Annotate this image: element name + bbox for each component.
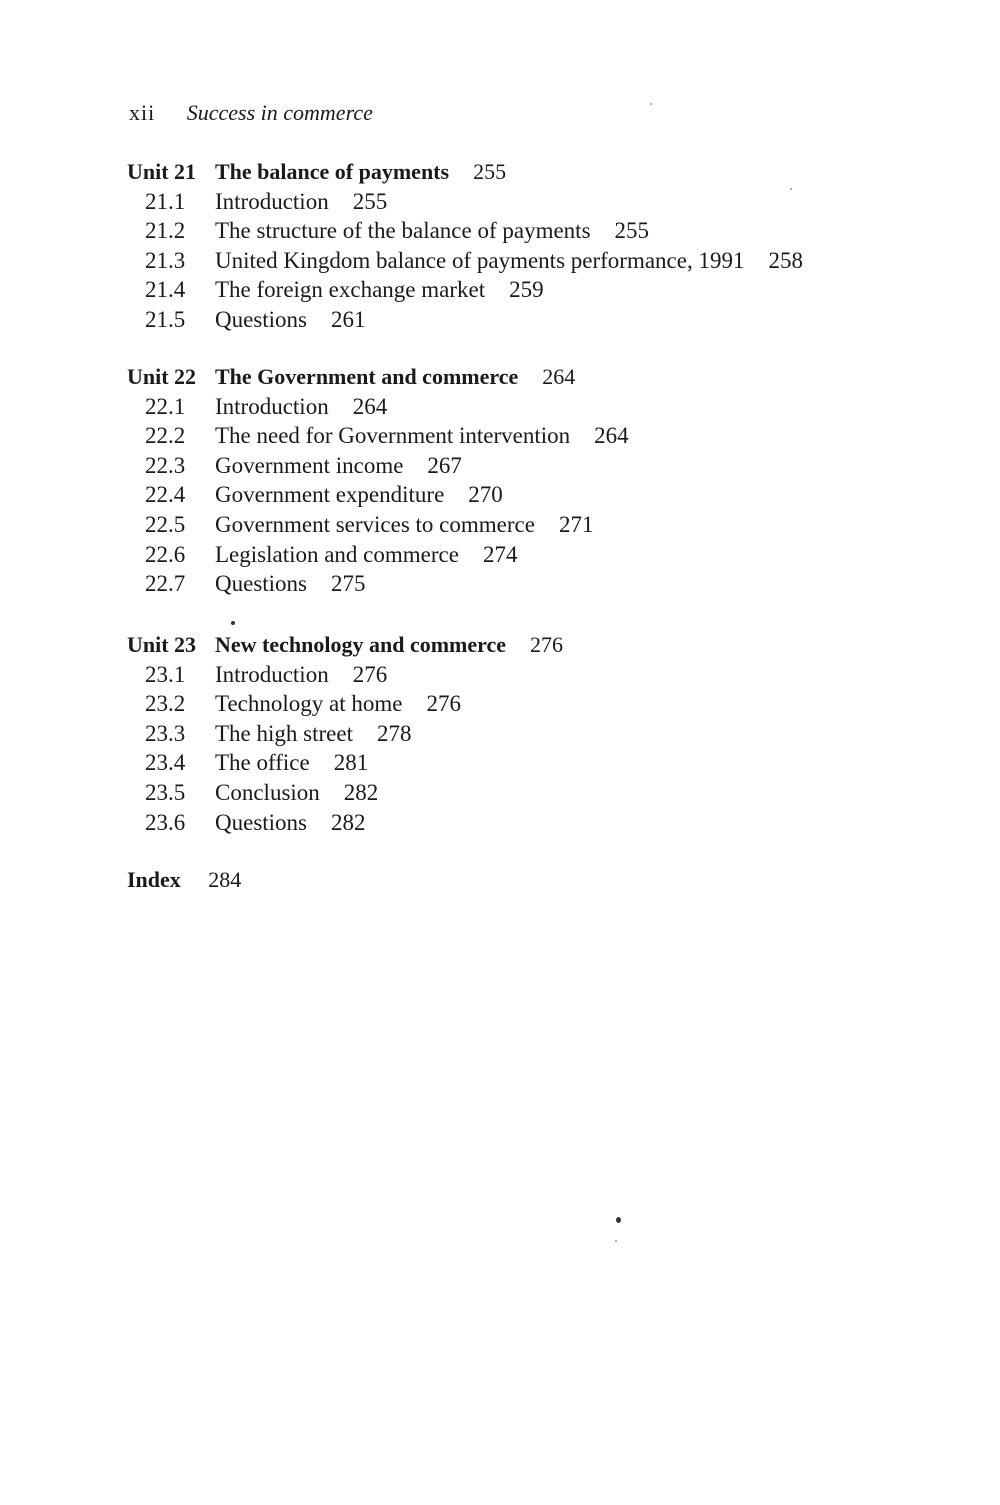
section-page: 276 — [352, 661, 388, 687]
section-title: The need for Government intervention — [215, 423, 571, 449]
unit-heading — [127, 632, 987, 662]
section-number: 22.7 — [145, 571, 186, 597]
section-number: 21.5 — [145, 306, 186, 332]
running-head — [129, 100, 373, 126]
section-title: Government income — [215, 452, 404, 478]
unit-label: Unit 21 — [127, 159, 197, 184]
section-title: United Kingdom balance of payments performance, 1991 — [215, 247, 745, 273]
section-page: 267 — [427, 452, 462, 478]
section-number: 23.1 — [145, 661, 186, 687]
unit-page: 276 — [530, 632, 564, 657]
section-title: The high street — [215, 720, 353, 746]
unit-page: 264 — [542, 364, 576, 389]
section-entry — [127, 277, 987, 307]
index-label: Index — [127, 867, 181, 892]
section-number: 22.4 — [145, 482, 186, 508]
page-folio: xii — [129, 100, 156, 125]
section-entry — [127, 394, 987, 424]
section-number: 21.3 — [145, 247, 186, 273]
section-page: 255 — [352, 188, 388, 214]
section-title: Introduction — [215, 188, 329, 214]
section-title: The foreign exchange market — [215, 277, 486, 303]
scan-speck — [231, 621, 235, 625]
section-entry — [127, 482, 987, 512]
section-entry — [127, 810, 987, 840]
index-entry — [127, 867, 241, 893]
section-title: The structure of the balance of payments — [215, 218, 591, 244]
unit-title: The balance of payments — [215, 159, 450, 184]
section-entry — [127, 307, 987, 337]
section-page: 255 — [614, 218, 650, 244]
section-number: 23.5 — [145, 779, 186, 805]
section-number: 23.4 — [145, 750, 186, 776]
section-entry — [127, 662, 987, 692]
unit-heading — [127, 159, 987, 189]
scan-speck — [790, 188, 792, 190]
section-number: 23.3 — [145, 720, 186, 746]
section-entry — [127, 423, 987, 453]
unit-page: 255 — [473, 159, 507, 184]
section-page: 282 — [331, 809, 366, 835]
book-title: Success in commerce — [186, 100, 373, 125]
section-entry — [127, 721, 987, 751]
section-title: Legislation and commerce — [215, 541, 459, 567]
section-title: Questions — [215, 809, 307, 835]
unit-label: Unit 22 — [127, 364, 197, 389]
section-entry — [127, 453, 987, 483]
section-page: 258 — [768, 247, 803, 273]
section-number: 22.3 — [145, 452, 186, 478]
section-entry — [127, 512, 987, 542]
section-entry — [127, 691, 987, 721]
section-page: 275 — [331, 571, 366, 597]
section-page: 259 — [509, 277, 544, 303]
section-number: 22.6 — [145, 541, 186, 567]
section-page: 274 — [482, 541, 518, 567]
section-title: Introduction — [215, 393, 329, 419]
section-title: Government expenditure — [215, 482, 445, 508]
section-page: 281 — [333, 750, 369, 776]
section-page: 264 — [352, 393, 388, 419]
section-title: Technology at home — [215, 691, 403, 717]
unit-label: Unit 23 — [127, 632, 197, 657]
section-title: Government services to commerce — [215, 511, 535, 537]
unit-21-block — [127, 159, 987, 337]
section-entry — [127, 218, 987, 248]
section-entry — [127, 189, 987, 219]
section-entry — [127, 571, 987, 601]
section-number: 23.2 — [145, 691, 186, 717]
section-number: 21.4 — [145, 277, 186, 303]
scan-speck — [616, 1217, 621, 1223]
section-page: 271 — [558, 511, 594, 537]
section-entry — [127, 750, 987, 780]
section-page: 276 — [426, 691, 461, 717]
section-title: Questions — [215, 306, 307, 332]
section-entry — [127, 248, 987, 278]
section-page: 264 — [594, 423, 629, 449]
section-page: 261 — [331, 306, 366, 332]
section-number: 21.1 — [145, 188, 186, 214]
section-page: 282 — [343, 779, 379, 805]
section-entry — [127, 542, 987, 572]
section-number: 22.1 — [145, 393, 186, 419]
index-page: 284 — [208, 867, 242, 892]
section-title: Conclusion — [215, 779, 320, 805]
section-page: 270 — [468, 482, 503, 508]
unit-23-block — [127, 632, 987, 839]
section-title: Questions — [215, 571, 307, 597]
unit-title: New technology and commerce — [215, 632, 507, 657]
scan-speck — [615, 1240, 617, 1242]
unit-title: The Government and commerce — [215, 364, 519, 389]
section-entry — [127, 780, 987, 810]
section-number: 21.2 — [145, 218, 186, 244]
section-number: 22.2 — [145, 423, 186, 449]
scan-speck — [650, 103, 652, 105]
section-title: The office — [215, 750, 310, 776]
section-title: Introduction — [215, 661, 329, 687]
unit-22-block — [127, 364, 987, 601]
section-number: 22.5 — [145, 511, 186, 537]
unit-heading — [127, 364, 987, 394]
section-number: 23.6 — [145, 809, 186, 835]
section-page: 278 — [376, 720, 412, 746]
